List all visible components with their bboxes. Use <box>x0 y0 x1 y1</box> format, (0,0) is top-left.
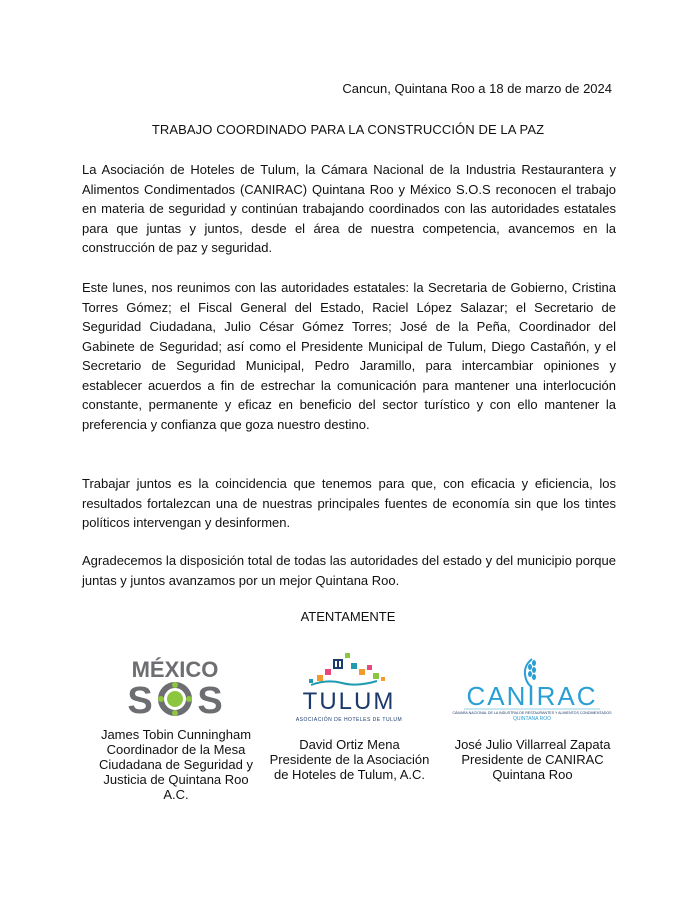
mexico-sos-people-icon <box>158 682 192 716</box>
tulum-logo-graphic <box>287 645 412 725</box>
signatory-2-name: David Ortiz Mena <box>299 737 400 752</box>
signatory-2-text <box>262 737 437 782</box>
mexico-sos-logo-s2: S <box>197 680 223 717</box>
signatory-2-role-line-1: Presidente de la Asociación <box>269 752 430 767</box>
mexico-sos-logo-top-text: MÉXICO <box>131 657 219 682</box>
date-line: Cancun, Quintana Roo a 18 de marzo de 2024 <box>342 81 612 96</box>
signatory-tulum <box>262 645 437 785</box>
signatory-3-role-line-2: Quintana Roo <box>492 767 573 782</box>
paragraph-2: Este lunes, nos reunimos con las autoridades estatales: la Secretaria de Gobierno, Cristina Torres Gómez; el Fiscal General del Estado, Raciel López Salazar; el Secretario de Seguridad Ciudadana, Julio César Gómez Torres; José de la Peña, Coordinador del Gabinete de Seguridad; así como el Presidente Municipal de Tulum, Diego Castañón, y el Secretario de Seguridad Municipal, Pedro Jaramillo, para intercambiar opiniones y establecer acuerdos a fin de estrechar la comunicación para mantener una interlocución constante, permanente y eficaz en beneficio del sector turístico y con ello mantener la preferencia y confianza que goza nuestro destino. <box>82 280 616 432</box>
paragraph-4: Agradecemos la disposición total de todas las autoridades del estado y del municipio porque juntas y juntos avanzamos por un mejor Quintana Roo. <box>82 553 616 588</box>
mexico-sos-logo-graphic <box>120 655 230 717</box>
signatory-3-text <box>440 737 625 782</box>
tulum-pyramid-icon <box>309 653 385 685</box>
signatory-mexico-sos <box>86 655 266 805</box>
mexico-sos-logo <box>120 655 230 717</box>
signatory-1-role-line-2: Ciudadana de Seguridad y <box>99 757 253 772</box>
canirac-logo-region: QUINTANA ROO <box>513 716 551 721</box>
document-title: TRABAJO COORDINADO PARA LA CONSTRUCCIÓN DE LA PAZ <box>151 122 545 137</box>
signatory-2-role-line-2: de Hoteles de Tulum, A.C. <box>273 767 426 782</box>
paragraph-1: La Asociación de Hoteles de Tulum, la Cámara Nacional de la Industria Restaurantera y Alimentos Condimentados (CANIRAC) Quintana Roo y México S.O.S reconocen el trabajo en materia de seguridad y continúan trabajando coordinados con las autoridades estatales para que juntas y juntos, desde el área de nuestra competencia, avancemos en la construcción de paz y seguridad. <box>82 162 616 255</box>
signatory-1-name: James Tobin Cunningham <box>100 727 252 742</box>
signatory-1-text <box>86 727 266 802</box>
closing-salutation: ATENTAMENTE <box>300 609 396 624</box>
tulum-logo-subtitle: ASOCIACIÓN DE HOTELES DE TULUM <box>295 717 403 723</box>
signatory-canirac <box>440 655 625 795</box>
canirac-logo-wordmark: CANIRAC <box>466 681 598 711</box>
mexico-sos-logo-s1: S <box>127 680 153 717</box>
canirac-logo-graphic <box>452 655 612 721</box>
signatory-1-role-line-1: Coordinador de la Mesa <box>106 742 246 757</box>
paragraph-3: Trabajar juntos es la coincidencia que tenemos para que, con eficacia y eficiencia, los resultados fortalezcan una de nuestras principales fuentes de economía sin que los tintes políticos intervengan y desinformen. <box>82 476 616 530</box>
tulum-logo <box>287 645 412 725</box>
signatory-3-name: José Julio Villarreal Zapata <box>454 737 611 752</box>
canirac-logo <box>452 655 612 721</box>
tulum-logo-wordmark: TULUM <box>302 688 396 715</box>
signatory-1-role-line-3: Justicia de Quintana Roo <box>103 772 249 787</box>
canirac-logo-subtitle: CÁMARA NACIONAL DE LA INDUSTRIA DE RESTAURANTES Y ALIMENTOS CONDIMENTADOS <box>452 711 612 715</box>
signatory-3-role-line-1: Presidente de CANIRAC <box>461 752 604 767</box>
signatory-1-role-line-4: A.C. <box>163 787 189 802</box>
